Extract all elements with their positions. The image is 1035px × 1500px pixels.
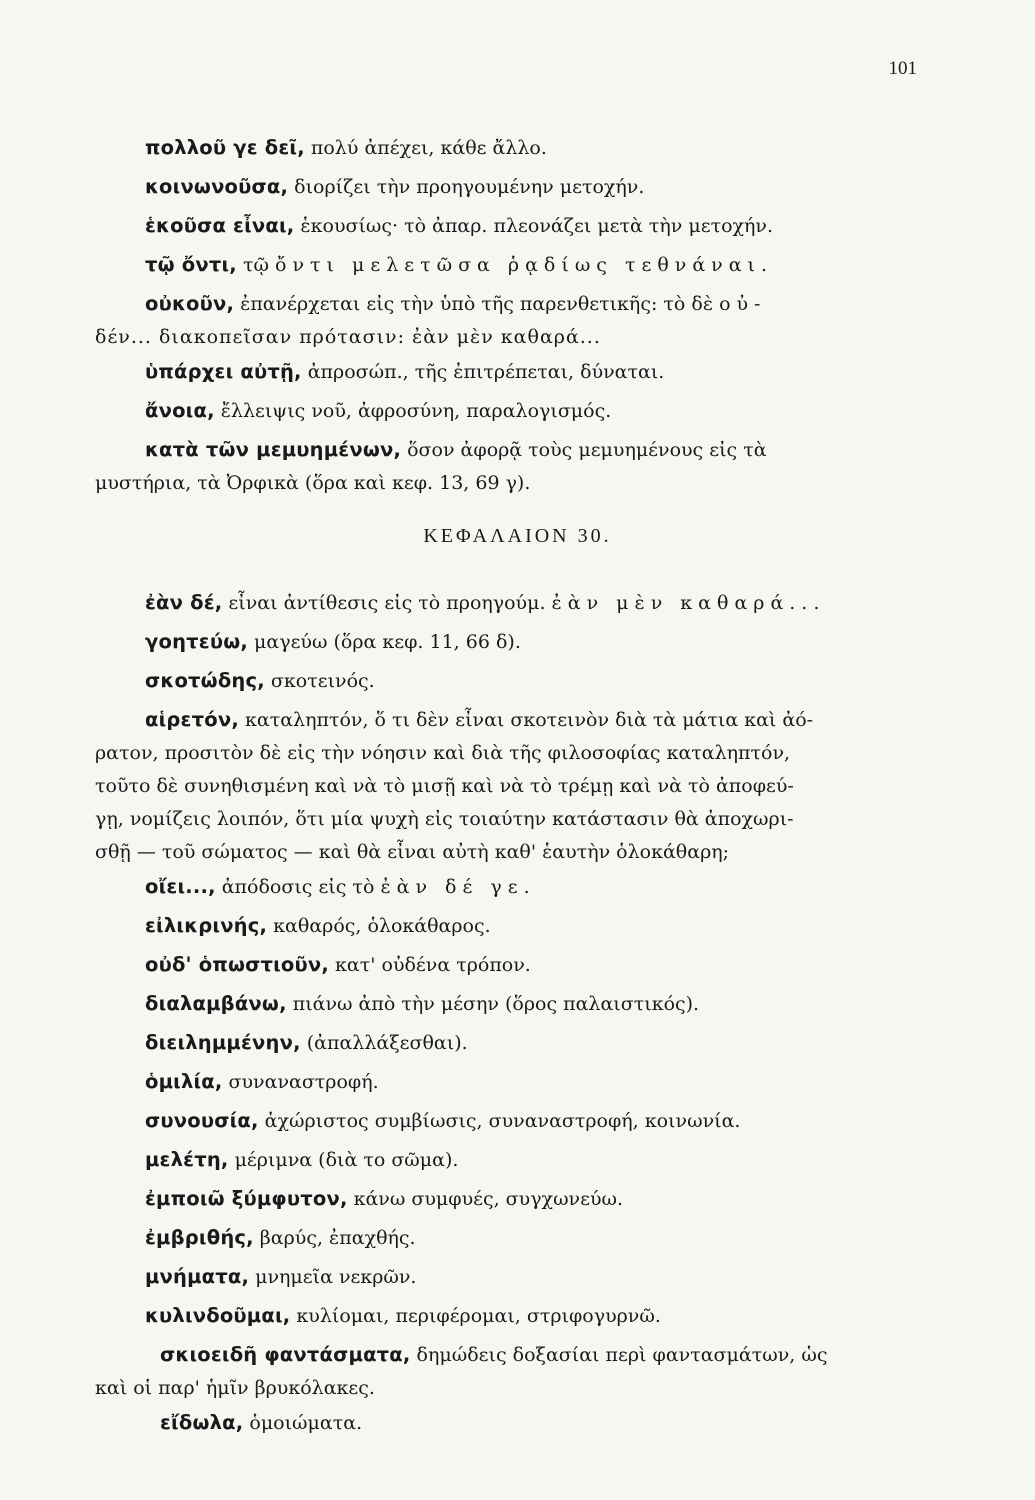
entry-definition: σκοτεινός. — [264, 670, 375, 692]
entry-definition: ἀπόδοσις εἰς τὸ — [215, 876, 381, 898]
glossary-entry — [0, 356, 1035, 387]
glossary-entry — [0, 1027, 1035, 1058]
entry-definition: (ἀπαλλάξεσθαι). — [300, 1032, 468, 1054]
entry-term: εἴδωλα, — [160, 1411, 244, 1434]
entry-continuation: καὶ οἱ παρ' ἡμῖν βρυκόλακες. — [95, 1377, 375, 1399]
entry-definition: ὁμοιώματα. — [243, 1412, 363, 1434]
glossary-entry — [0, 949, 1035, 980]
entry-definition: συναναστροφή. — [222, 1071, 379, 1093]
entry-term: ἐμβριθής, — [145, 1226, 254, 1249]
glossary-entry — [0, 249, 1035, 280]
entry-definition: κάνω συμφυές, συγχωνεύω. — [347, 1188, 624, 1210]
entry-definition: ἀχώριστος συμβίωσις, συναναστροφή, κοινωνία. — [258, 1110, 741, 1132]
entry-term: σκοτώδης, — [145, 669, 265, 692]
entry-term: μελέτη, — [145, 1148, 229, 1171]
entry-definition: μέριμνα (διὰ το σῶμα). — [228, 1149, 459, 1171]
entry-continuation: γῃ, νομίζεις λοιπόν, ὅτι μία ψυχὴ εἰς τοιαύτην κατάστασιν θὰ ἀποχωρι- — [95, 808, 794, 830]
glossary-entry — [0, 665, 1035, 696]
glossary-section-1 — [0, 132, 1035, 498]
page-number: 101 — [888, 58, 917, 79]
glossary-entry — [0, 626, 1035, 657]
entry-term: μνήματα, — [145, 1265, 250, 1288]
glossary-entry — [0, 288, 1035, 352]
entry-term: πολλοῦ γε δεῖ, — [145, 136, 305, 159]
glossary-entry — [0, 1339, 1035, 1403]
entry-continuation: δέν... διακοπεῖσαν πρότασιν: ἐὰν μὲν καθαρά... — [95, 326, 601, 348]
entry-term: διειλημμένην, — [145, 1031, 301, 1054]
glossary-entry — [0, 871, 1035, 902]
entry-term: τῷ ὄντι, — [145, 253, 237, 276]
glossary-entry — [0, 1261, 1035, 1292]
glossary-entry — [0, 210, 1035, 241]
entry-definition: διορίζει τὴν προηγουμένην μετοχήν. — [288, 176, 645, 198]
glossary-entry — [0, 434, 1035, 498]
glossary-entry — [0, 1066, 1035, 1097]
glossary-section-2 — [0, 587, 1035, 1438]
entry-term: οἴει..., — [145, 875, 216, 898]
entry-term: σκιοειδῆ φαντάσματα, — [160, 1343, 411, 1366]
glossary-entry — [0, 704, 1035, 867]
entry-spaced-text: ὄντι μελετῶσα ῥᾳδίως τεθνάναι. — [275, 254, 774, 276]
glossary-entry — [0, 1105, 1035, 1136]
entry-definition: ἀπροσώπ., τῆς ἐπιτρέπεται, δύναται. — [301, 361, 665, 383]
entry-definition: ἐπανέρχεται εἰς τὴν ὑπὸ τῆς παρενθετικῆς: τὸ δὲ — [234, 293, 720, 315]
entry-definition: ἑκουσίως· τὸ ἀπαρ. πλεονάζει μετὰ τὴν μετοχήν. — [294, 215, 774, 237]
entry-definition: ὅσον ἀφορᾷ τοὺς μεμυημένους εἰς τὰ — [401, 439, 767, 461]
glossary-entry — [0, 587, 1035, 618]
entry-term: αἱρετόν, — [145, 708, 239, 731]
entry-definition: κατ' οὐδένα τρόπον. — [328, 954, 531, 976]
entry-continuation: ρατον, προσιτὸν δὲ εἰς τὴν νόησιν καὶ διὰ τῆς φιλοσοφίας καταληπτόν, — [95, 742, 791, 764]
entry-spaced-text: ἐὰν μὲν καθαρά... — [551, 592, 826, 614]
entry-term: κατὰ τῶν μεμυημένων, — [145, 438, 402, 461]
entry-term: εἰλικρινής, — [145, 914, 268, 937]
glossary-entry — [0, 988, 1035, 1019]
entry-definition: ἔλλειψις νοῦ, ἀφροσύνη, παραλογισμός. — [214, 400, 612, 422]
entry-term: γοητεύω, — [145, 630, 248, 653]
entry-definition: βαρύς, ἐπαχθής. — [253, 1227, 416, 1249]
entry-definition: εἶναι ἀντίθεσις εἰς τὸ προηγούμ. — [222, 592, 552, 614]
entry-definition: καθαρός, ὁλοκάθαρος. — [267, 915, 491, 937]
glossary-entry — [0, 395, 1035, 426]
entry-spaced-text: οὐ- — [719, 293, 767, 315]
entry-term: οὐδ' ὁπωστιοῦν, — [145, 953, 329, 976]
entry-term: ὁμιλία, — [145, 1070, 223, 1093]
glossary-entry — [0, 910, 1035, 941]
entry-term: ἑκοῦσα εἶναι, — [145, 214, 295, 237]
entry-definition: κυλίομαι, περιφέρομαι, στριφογυρνῶ. — [290, 1305, 661, 1327]
entry-term: ἐμποιῶ ξύμφυτον, — [145, 1187, 348, 1210]
entry-definition: μνημεῖα νεκρῶν. — [249, 1266, 417, 1288]
chapter-title: ΚΕΦΑΛΑΙΟΝ 30. — [423, 525, 612, 547]
glossary-entry — [0, 1300, 1035, 1331]
entry-spaced-text: ἐὰν δέ γε. — [380, 876, 536, 898]
entry-term: κυλινδοῦμαι, — [145, 1304, 291, 1327]
glossary-entry — [0, 1183, 1035, 1214]
entry-continuation: μυστήρια, τὰ Ὀρφικὰ (ὅρα καὶ κεφ. 13, 69 γ). — [95, 472, 531, 494]
entry-term: κοινωνοῦσα, — [145, 175, 289, 198]
entry-continuation: σθῇ — τοῦ σώματος — καὶ θὰ εἶναι αὐτὴ καθ' ἑαυτὴν ὁλοκάθαρη; — [95, 841, 730, 863]
entry-definition: πολύ ἀπέχει, κάθε ἄλλο. — [304, 137, 547, 159]
entry-definition: δημώδεις δοξασίαι περὶ φαντασμάτων, ὡς — [410, 1344, 828, 1366]
entry-definition: καταληπτόν, ὅ τι δὲν εἶναι σκοτεινὸν διὰ τὰ μάτια καὶ ἀό- — [238, 709, 814, 731]
entry-term: συνουσία, — [145, 1109, 259, 1132]
entry-continuation: τοῦτο δὲ συνηθισμένη καὶ νὰ τὸ μισῇ καὶ νὰ τὸ τρέμῃ καὶ νὰ τὸ ἀποφεύ- — [95, 775, 794, 797]
entry-term: ἄνοια, — [145, 399, 215, 422]
entry-term: ὑπάρχει αὐτῇ, — [145, 360, 302, 383]
glossary-entry — [0, 1144, 1035, 1175]
glossary-entry — [0, 171, 1035, 202]
entry-definition: μαγεύω (ὅρα κεφ. 11, 66 δ). — [248, 631, 521, 653]
glossary-entry — [0, 132, 1035, 163]
glossary-entry — [0, 1407, 1035, 1438]
entry-term: ἐὰν δέ, — [145, 591, 223, 614]
glossary-entry — [0, 1222, 1035, 1253]
entry-definition: πιάνω ἀπὸ τὴν μέσην (ὅρος παλαιστικός). — [286, 993, 700, 1015]
entry-term: διαλαμβάνω, — [145, 992, 287, 1015]
entry-term: οὐκοῦν, — [145, 292, 235, 315]
entry-definition: τῷ — [236, 254, 276, 276]
